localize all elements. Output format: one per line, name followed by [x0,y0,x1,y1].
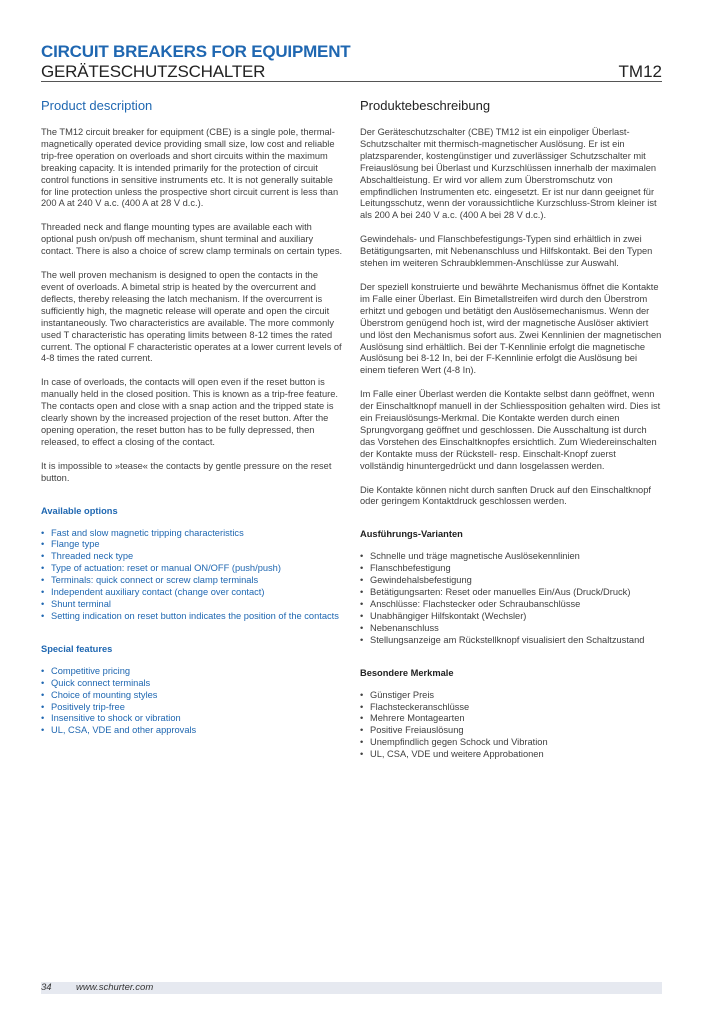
list-item: • Positively trip-free [41,702,343,714]
available-options-list [41,528,343,623]
list-item: • Fast and slow magnetic tripping characteristics [41,528,343,540]
list-item: • UL, CSA, VDE and other approvals [41,725,343,737]
list-item: • Insensitive to shock or vibration [41,713,343,725]
list-item: • Günstiger Preis [360,690,662,702]
list-item: • Type of actuation: reset or manual ON/OFF (push/push) [41,563,343,575]
list-item: • Terminals: quick connect or screw clamp terminals [41,575,343,587]
list-item: • Independent auxiliary contact (change over contact) [41,587,343,599]
list-item: • Flachsteckeranschlüsse [360,702,662,714]
paragraph: The TM12 circuit breaker for equipment (CBE) is a single pole, thermal-magnetically operated device providing small size, low cost and reliable trip-free operation on overloads and short circuits within the maximum breaking capacity. It is intended primarily for the protection of circuit control functions in sensitive instruments etc. It is not generally suitable for line protection unless the prospective short circuit current is less than 200 A at 240 V a.c. (400 A at 28 V d.c.). [41,127,339,209]
produktebeschreibung-heading: Produktebeschreibung [360,98,491,113]
besondere-merkmale-heading: Besondere Merkmale [360,667,454,678]
paragraph: The well proven mechanism is designed to open the contacts in the event of overloads. A bimetal strip is heated by the overcurrent and deflects, thereby releasing the latch mechanism. If the overcurrent is sufficiently high, the magnetic release will operate and open the circuit instantaneously. Two characteristics are available. The more commonly used T characteristic has operating limits between 8-12 times the rated current. The optional F characteristic operates at a lower current levels of 4-8 times the rated current. [41,270,342,364]
paragraph: Die Kontakte können nicht durch sanften Druck auf den Einschaltknopf oder geringem Kontaktdruck geschlossen werden. [360,484,651,507]
website-link[interactable]: www.schurter.com [76,982,154,993]
list-item: • Unabhängiger Hilfskontakt (Wechsler) [360,611,662,623]
list-item: • Threaded neck type [41,551,343,563]
title-german: GERÄTESCHUTZSCHALTER [41,62,266,81]
list-item: • Unempfindlich gegen Schock und Vibration [360,737,662,749]
list-item: • Mehrere Montagearten [360,713,662,725]
german-column [360,97,662,761]
paragraph: Gewindehals- und Flanschbefestigungs-Typen sind erhältlich in zwei Betätigungsarten, mit Nebenanschluss und Hilfskontakt. Bei den Typen stehen im weiteren Schraubklemmen-Anschlüsse zur Auswahl. [360,234,653,269]
special-features-heading: Special features [41,643,113,654]
list-item: • Flanschbefestigung [360,563,662,575]
special-features-list [41,666,343,737]
list-item: • Schnelle und träge magnetische Auslösekennlinien [360,551,662,563]
paragraph: In case of overloads, the contacts will open even if the reset button is manually held in the closed position. This is known as a trip-free feature. The contacts open and close with a snap action and the tripped state is clearly shown by the increased projection of the reset button. After the opening operation, the reset button has to be fully depressed, then released, to effect a closing of the contact. [41,377,338,447]
paragraph: Der speziell konstruierte und bewährte Mechanismus öffnet die Kontakte im Falle einer Überlast. Ein Bimetallstreifen wird durch den Überstrom erhitzt und gebogen und betätigt den Auslösemechanismus. Wenn der Überstrom genügend hoch ist, wird der magnetische Auslöser aktiviert und löst den Mechanismus sofort aus. Zwei Kennlinien der magnetischen Auslösung sind erhältlich. Bei der T-Kennlinie erfolgt die magnetische Auslösung bei 8-12 In, bei der F-Kennlinie erfolgt die Auslösung bei einem tieferen Wert (4-8 In). [360,281,662,376]
english-column [41,97,343,737]
besondere-merkmale-list [360,690,662,761]
list-item: • Anschlüsse: Flachstecker oder Schraubanschlüsse [360,599,662,611]
ausfuehrungs-varianten-list [360,551,662,646]
list-item: • Shunt terminal [41,599,343,611]
available-options-heading: Available options [41,505,118,516]
title-english: CIRCUIT BREAKERS FOR EQUIPMENT [41,42,351,61]
paragraph: It is impossible to »tease« the contacts by gentle pressure on the reset button. [41,460,332,483]
page-number: 34 [41,982,52,993]
ausfuehrungs-varianten-heading: Ausführungs-Varianten [360,529,463,540]
paragraph: Im Falle einer Überlast werden die Kontakte selbst dann geöffnet, wenn der Einschaltknopf manuell in der Schliessposition gehalten wird. Dies ist ein Freiauslösungs-Merkmal. Die Kontakte werden durch einen Sprungvorgang geöffnet und geschlossen. Die Ausschaltung ist durch das Vorstehen des Einschaltknopfes ersichtlich. Zum Wiedereinschalten der Kontakte muss der Rückstell- resp. Einschalt-Knopf zuerst vollständig hinuntergedrückt und dann losgelassen werden. [360,389,661,471]
product-description-heading: Product description [41,98,153,113]
list-item: • Quick connect terminals [41,678,343,690]
list-item: • Gewindehalsbefestigung [360,575,662,587]
list-item: • Setting indication on reset button indicates the position of the contacts [41,611,343,623]
list-item: • Choice of mounting styles [41,690,343,702]
list-item: • Stellungsanzeige am Rückstellknopf visualisiert den Schaltzustand [360,635,662,647]
list-item: • Positive Freiauslösung [360,725,662,737]
list-item: • UL, CSA, VDE und weitere Approbationen [360,749,662,761]
list-item: • Competitive pricing [41,666,343,678]
list-item: • Nebenanschluss [360,623,662,635]
paragraph: Der Geräteschutzschalter (CBE) TM12 ist ein einpoliger Überlast-Schutzschalter mit thermisch-magnetischer Auslösung. Er ist ein platzsparender, kostengünstiger und zuverlässiger Schutzschalter mit Freiauslösung bei Überlast und Kurzschlüssen innerhalb der maximalen Abschaltleistung. Er wird vor allem zum Überstromschutz von empfindlichen Instrumenten etc. eingesetzt. Er ist nur dann geeignet für Leitungsschutz, wenn der voraussichtliche Kurzschluss-Strom kleiner ist als 200 A bei 240 V a.c. (400 A bei 28 V d.c.). [360,127,657,221]
header-rule [41,81,662,82]
list-item: • Betätigungsarten: Reset oder manuelles Ein/Aus (Druck/Druck) [360,587,662,599]
model-number: TM12 [618,62,662,81]
paragraph: Threaded neck and flange mounting types are available each with optional push on/push off mechanism, shunt terminal and auxiliary contact. There is also a choice of screw clamp terminals on certain types. [41,222,343,257]
list-item: • Flange type [41,539,343,551]
